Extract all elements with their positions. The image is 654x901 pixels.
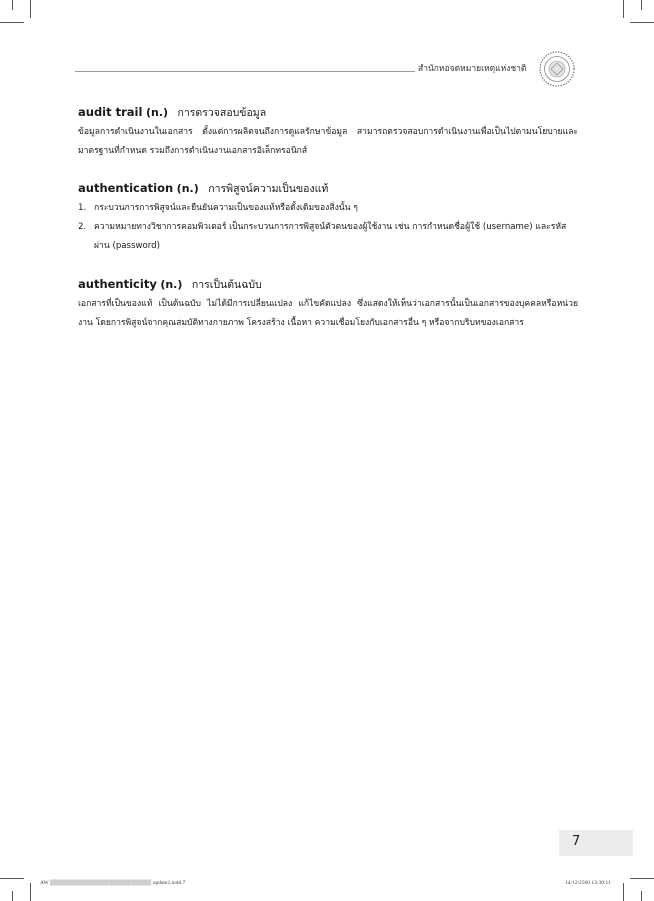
crop-mark bbox=[623, 883, 624, 901]
crop-mark bbox=[12, 0, 13, 10]
glossary-entry-audit-trail bbox=[78, 104, 578, 161]
glossary-entry-authentication bbox=[78, 180, 578, 256]
crop-mark bbox=[630, 878, 654, 879]
crop-mark bbox=[30, 0, 31, 18]
entry-pos: (n.) bbox=[160, 278, 183, 291]
entry-heading bbox=[78, 180, 578, 197]
entry-thai-term: การพิสูจน์ความเป็นของแท้ bbox=[208, 183, 329, 195]
list-item-text: กระบวนการการพิสูจน์และยืนยันความเป็นของแท้หรือดั้งเดิมของสิ่งนั้น ๆ bbox=[94, 203, 358, 213]
definition-list-item bbox=[78, 218, 578, 256]
print-slug-filename: AW ▒▒▒▒▒▒▒▒▒▒▒▒▒▒▒▒▒▒▒▒▒▒▒▒▒▒ update2.indd 7 bbox=[40, 880, 186, 886]
definition-list-item bbox=[78, 199, 578, 218]
entry-term: authenticity bbox=[78, 277, 157, 291]
header-rule bbox=[75, 71, 415, 72]
glossary-entry-authenticity bbox=[78, 276, 578, 333]
archives-seal-icon bbox=[538, 50, 576, 88]
entry-pos: (n.) bbox=[176, 182, 199, 195]
crop-mark bbox=[623, 0, 624, 18]
header-org-name: สำนักหอจดหมายเหตุแห่งชาติ bbox=[418, 64, 527, 74]
print-slug-timestamp: 14/12/2560 13:30:11 bbox=[565, 880, 611, 886]
entry-term: audit trail bbox=[78, 105, 143, 119]
list-item-number: 1. bbox=[78, 203, 87, 213]
crop-mark bbox=[641, 891, 642, 901]
entry-thai-term: การตรวจสอบข้อมูล bbox=[177, 107, 267, 119]
entry-heading bbox=[78, 104, 578, 121]
crop-mark bbox=[630, 22, 654, 23]
entry-pos: (n.) bbox=[145, 106, 169, 119]
crop-mark bbox=[30, 883, 31, 901]
crop-mark bbox=[0, 878, 24, 879]
page-number: 7 bbox=[572, 834, 581, 849]
crop-mark bbox=[12, 891, 13, 901]
crop-mark bbox=[0, 22, 24, 23]
list-item-number: 2. bbox=[78, 222, 87, 232]
entry-thai-term: การเป็นต้นฉบับ bbox=[191, 279, 262, 291]
entry-heading bbox=[78, 276, 578, 293]
entry-definition: ข้อมูลการดำเนินงานในเอกสาร ตั้งแต่การผลิตจนถึงการดูแลรักษาข้อมูล สามารถตรวจสอบการดำเนินงานเพื่อเป็นไปตามนโยบายและมาตรฐานที่กำหนด รวมถึงการดำเนินงานเอกสารอิเล็กทรอนิกส์ bbox=[78, 127, 578, 156]
crop-mark bbox=[641, 0, 642, 10]
list-item-text: ความหมายทางวิชาการคอมพิวเตอร์ เป็นกระบวนการการพิสูจน์ตัวตนของผู้ใช้งาน เช่น การกำหนดชื่อผู้ใช้ (username) และรหัสผ่าน (password) bbox=[94, 222, 567, 251]
page-number-tab bbox=[559, 830, 633, 856]
entry-term: authentication bbox=[78, 181, 174, 195]
entry-definition: เอกสารที่เป็นของแท้ เป็นต้นฉบับ ไม่ได้มีการเปลี่ยนแปลง แก้ไขคัดแปลง ซึ่งแสดงให้เห็นว่าเอกสารนั้นเป็นเอกสารของบุคคลหรือหน่วยงาน โดยการพิสูจน์จากคุณสมบัติทางกายภาพ โครงสร้าง เนื้อหา ความเชื่อมโยงกับเอกสารอื่น ๆ หรือจากบริบทของเอกสาร bbox=[78, 299, 578, 328]
